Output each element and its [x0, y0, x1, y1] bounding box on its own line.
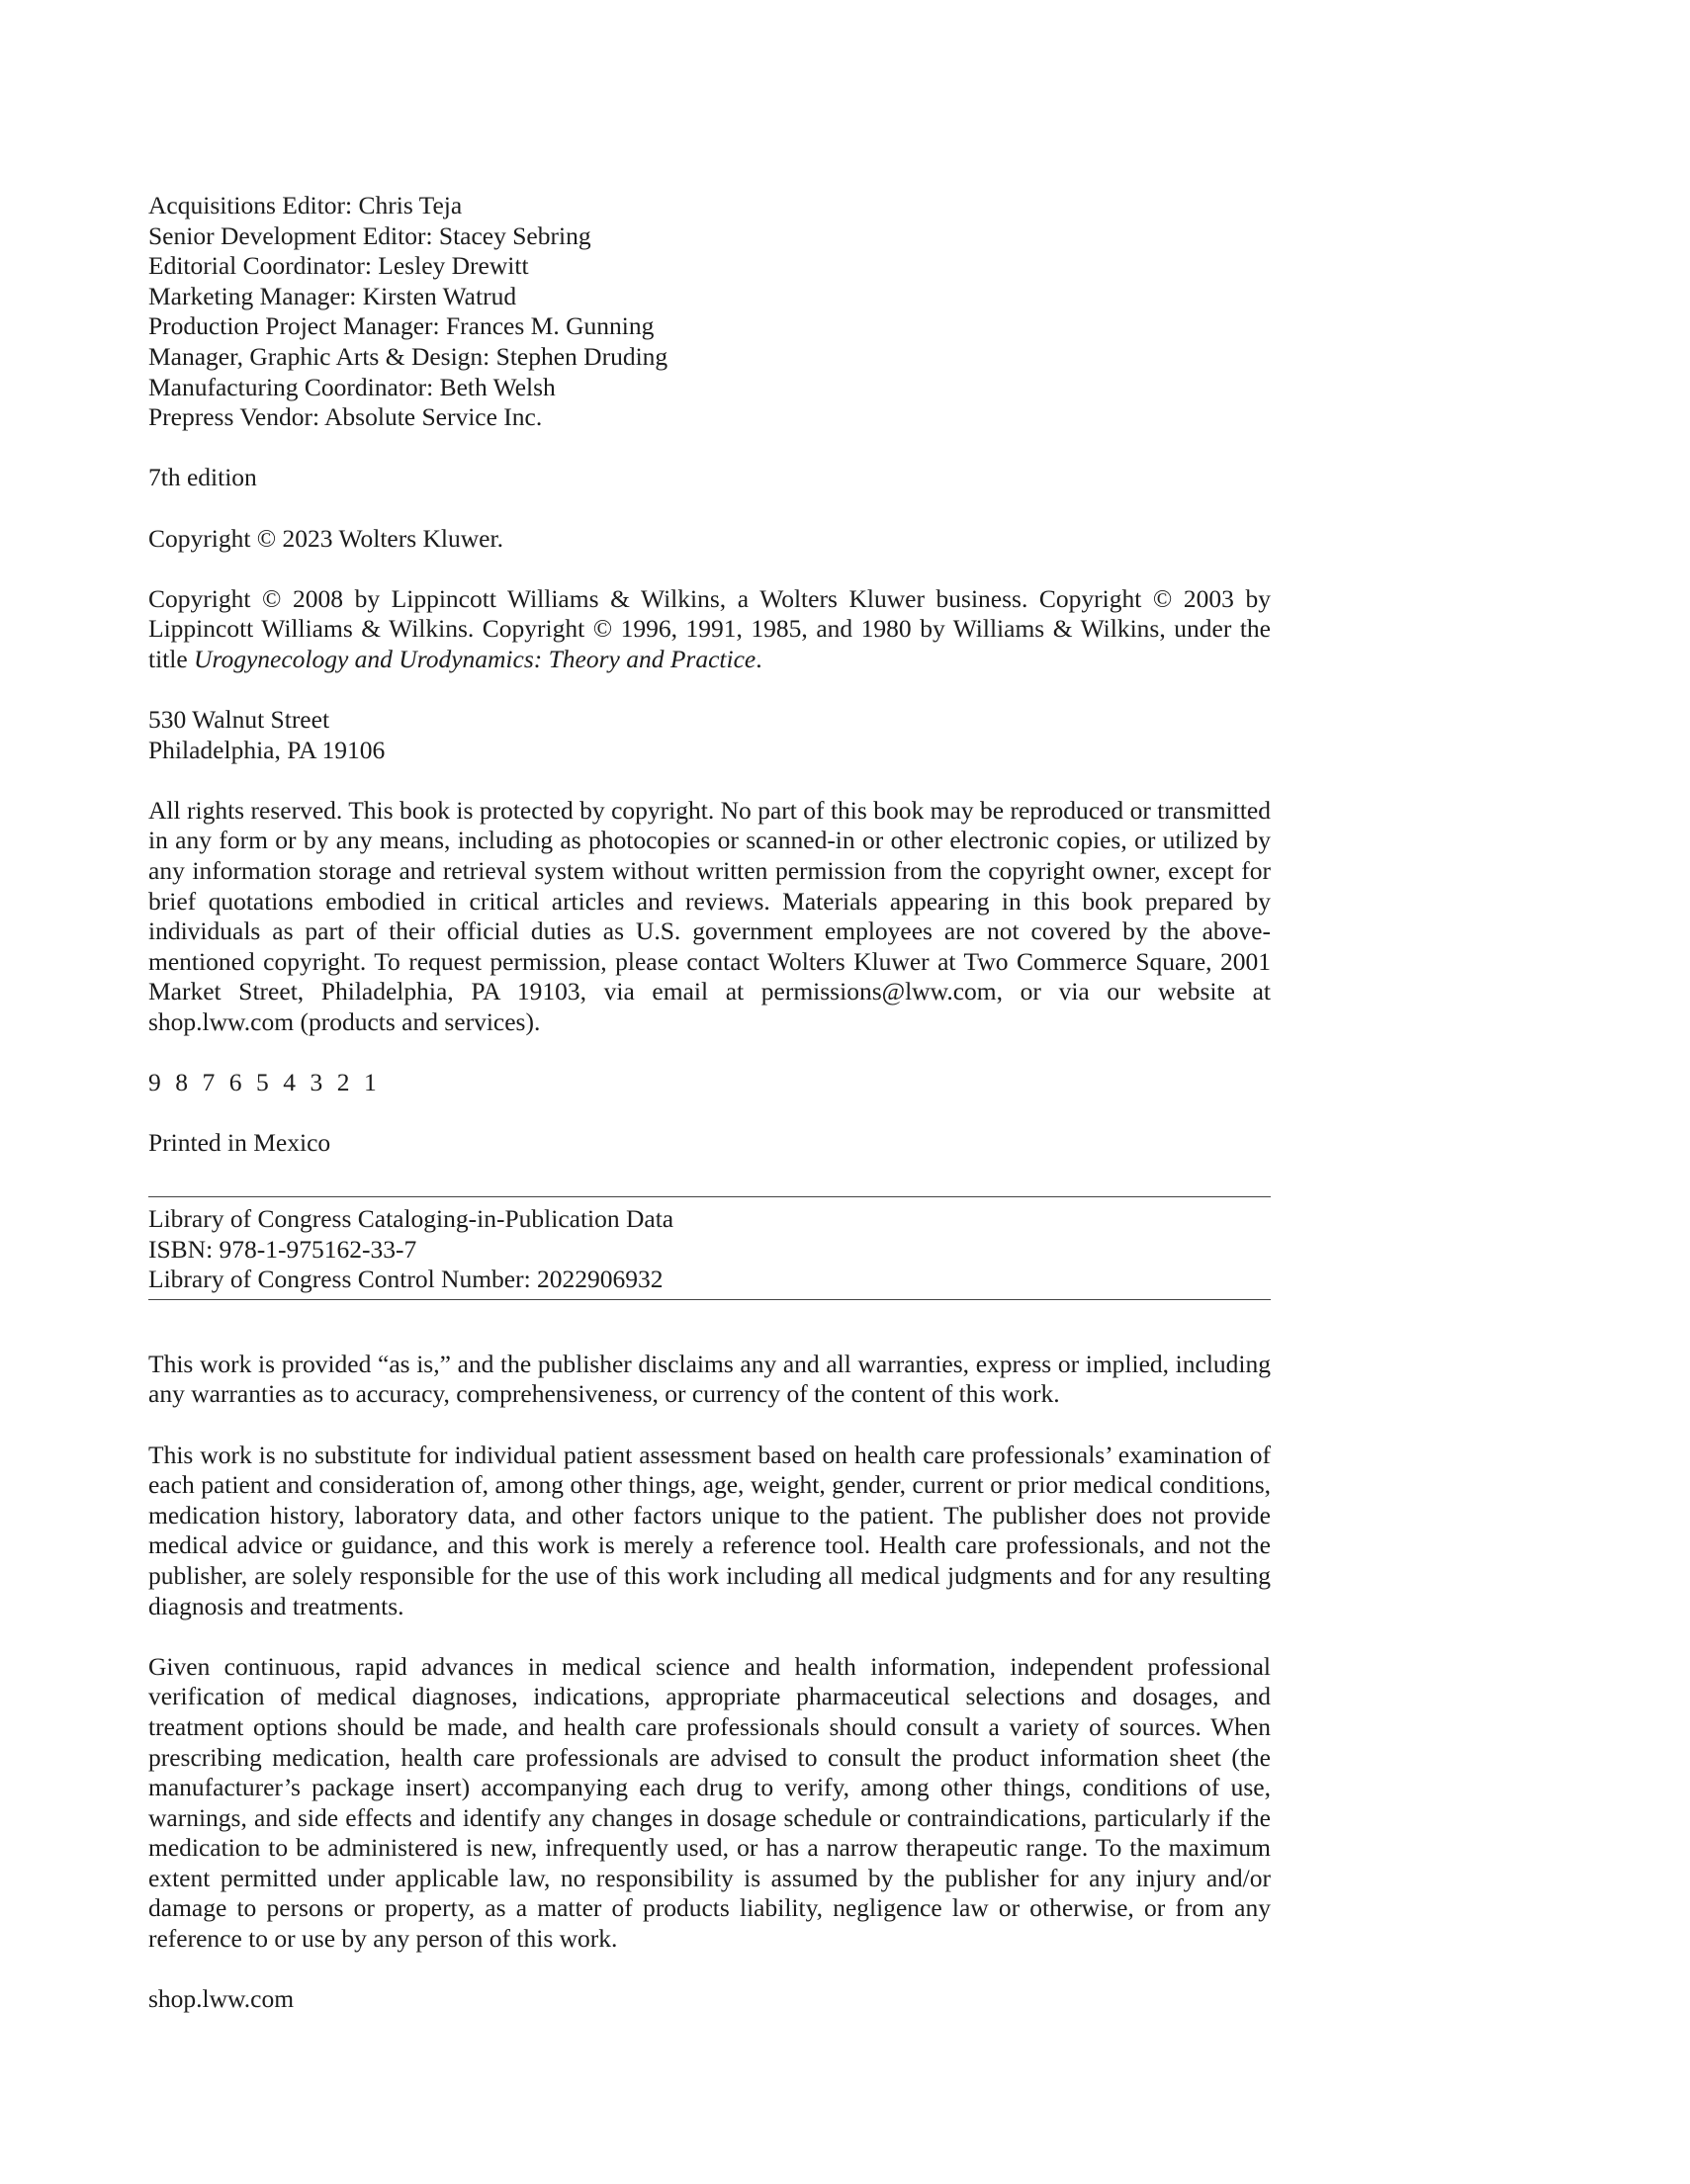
printing-number: 4 [283, 1068, 296, 1097]
cip-line: Library of Congress Control Number: 2022906932 [148, 1265, 664, 1294]
printing-number: 1 [364, 1068, 377, 1097]
credit-line: Acquisitions Editor: Chris Teja [148, 191, 463, 219]
copyright-history [148, 584, 1271, 675]
cip-block [148, 1196, 1271, 1300]
copyright-current: Copyright © 2023 Wolters Kluwer. [148, 523, 503, 553]
disclaimer-medication: Given continuous, rapid advances in medical science and health information, independent professional verification of medical diagnoses, indications, appropriate pharmaceutical selections and dosages, and treatment options should be made, and health care professionals should consult a variety of sources. When prescribing medication, health care professionals are advised to consult the product information sheet (the manufacturer’s package insert) accompanying each drug to verify, among other things, conditions of use, warnings, and side effects and identify any changes in dosage schedule or contraindications, particularly if the medication to be administered is new, infrequently used, or has a narrow therapeutic range. To the maximum extent permitted under applicable law, no responsibility is assumed by the publisher for any injury and/or damage to persons or property, as a matter of products liability, negligence law or otherwise, or from any reference to or use by any person of this work. [148, 1651, 1271, 1954]
copyright-history-end: . [756, 644, 762, 673]
copyright-history-text: Copyright © 2008 by Lippincott Williams & Wilkins, a Wolters Kluwer business. Copyright © 2003 by Lippincott Williams & Wilkins. Copyright © 1996, 1991, 1985, and 1980 by Williams & Wilkins, under the title [148, 583, 1271, 673]
printing-number: 3 [310, 1068, 323, 1097]
credit-line: Manager, Graphic Arts & Design: Stephen Druding [148, 341, 668, 371]
disclaimer-warranty: This work is provided “as is,” and the publisher disclaims any and all warranties, express or implied, including any warranties as to accuracy, comprehensiveness, or currency of the content of this work. [148, 1349, 1271, 1409]
printing-number: 8 [175, 1068, 188, 1097]
cip-line: ISBN: 978-1-975162-33-7 [148, 1234, 417, 1264]
website: shop.lww.com [148, 1984, 295, 2014]
cip-bottom-rule [148, 1299, 1271, 1300]
printing-line [148, 1068, 1271, 1098]
rights-reserved: All rights reserved. This book is protected by copyright. No part of this book may be reproduced or transmitted in any form or by any means, including as photocopies or scanned-in or other electronic copies, or utilized by any information storage and retrieval system without written permission from the copyright owner, except for brief quotations embodied in critical articles and reviews. Materials appearing in this book prepared by individuals as part of their official duties as U.S. government employees are not covered by the above-mentioned copyright. To request permission, please contact Wolters Kluwer at Two Commerce Square, 2001 Market Street, Philadelphia, PA 19103, via email at permissions@lww.com, or via our website at shop.lww.com (products and services). [148, 795, 1271, 1037]
address-line: Philadelphia, PA 19106 [148, 735, 386, 764]
publisher-address [148, 705, 1271, 765]
prior-title: Urogynecology and Urodynamics: Theory and Practice [194, 644, 756, 673]
credit-line: Prepress Vendor: Absolute Service Inc. [148, 402, 543, 432]
disclaimer-assessment: This work is no substitute for individual patient assessment based on health care professionals’ examination of each patient and consideration of, among other things, age, weight, gender, current or prior medical conditions, medication history, laboratory data, and other factors unique to the patient. The publisher does not provide medical advice or guidance, and this work is merely a reference tool. Health care professionals, and not the publisher, are solely responsible for the use of this work including all medical judgments and for any resulting diagnosis and treatments. [148, 1440, 1271, 1620]
cip-line: Library of Congress Cataloging-in-Publication Data [148, 1204, 674, 1233]
copyright-page [148, 191, 1271, 2015]
printing-number: 9 [148, 1068, 161, 1097]
credit-line: Editorial Coordinator: Lesley Drewitt [148, 251, 529, 281]
credits-list [148, 191, 1271, 433]
credit-line: Production Project Manager: Frances M. Gunning [148, 311, 655, 341]
printing-number: 2 [336, 1068, 350, 1097]
credit-line: Senior Development Editor: Stacey Sebring [148, 220, 591, 250]
address-line: 530 Walnut Street [148, 705, 330, 735]
printing-number: 7 [202, 1068, 216, 1097]
printed-in: Printed in Mexico [148, 1128, 331, 1158]
edition: 7th edition [148, 463, 257, 492]
credit-line: Marketing Manager: Kirsten Watrud [148, 281, 517, 310]
printing-number: 6 [228, 1068, 242, 1097]
credit-line: Manufacturing Coordinator: Beth Welsh [148, 372, 556, 401]
printing-number: 5 [256, 1068, 269, 1097]
